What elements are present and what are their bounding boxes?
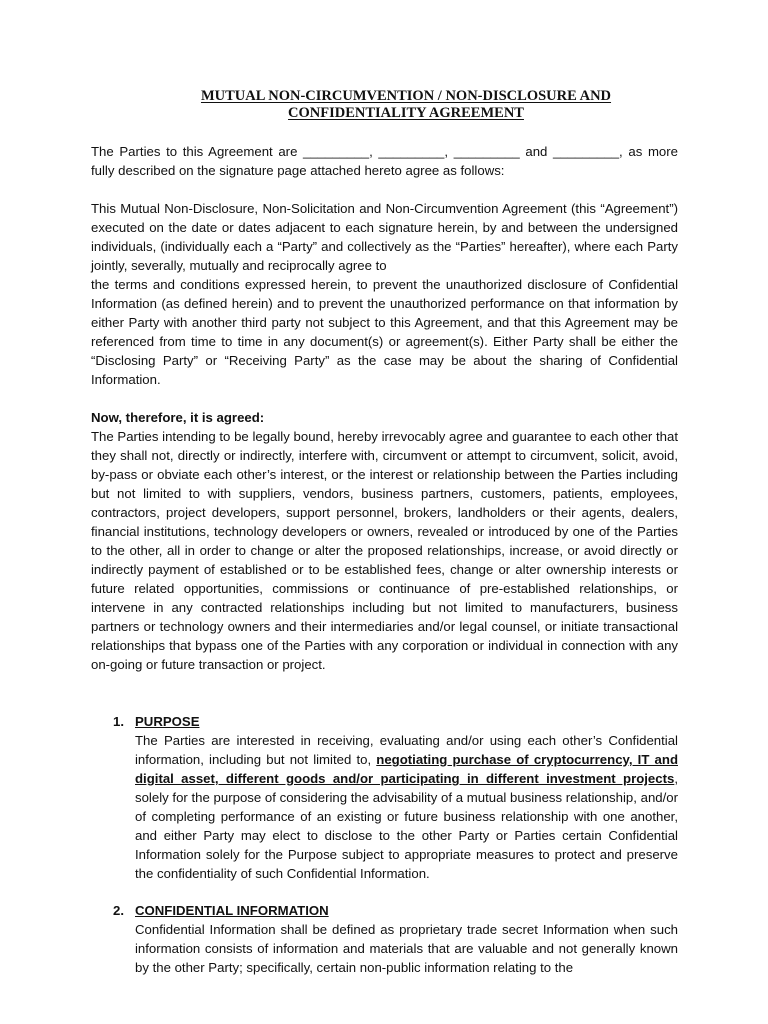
document-title bbox=[0, 88, 768, 122]
section-2-number: 2. bbox=[113, 903, 124, 918]
section-1-heading: PURPOSE bbox=[135, 714, 200, 729]
section-1-text-after: , solely for the purpose of considering the advisability of a mutual business relationship, and/or of completing performance of an existing or future business relationship with one another, and either Party may elect to disclose to the other Party or Parties certain Confidential Information solely for the Purpose subject to appropriate measures to protect and preserve the confidentiality of such Confidential Information. bbox=[135, 771, 678, 881]
section-1-body bbox=[135, 731, 678, 883]
title-line-2: CONFIDENTIALITY AGREEMENT bbox=[288, 105, 524, 121]
description-paragraph-b: the terms and conditions expressed herein, to prevent the unauthorized disclosure of Confidential Information (as defined herein) and to prevent the unauthorized performance on that information by either Party with another third party not subject to this Agreement, and that this Agreement may be referenced from time to time in any document(s) or agreement(s). Either Party shall be either the “Disclosing Party” or “Receiving Party” as the case may be about the sharing of Confidential Information. bbox=[91, 277, 678, 387]
section-1-emphasis: negotiating purchase of cryptocurrency, IT and digital asset, different goods and/or participating in different investment projects bbox=[135, 752, 678, 786]
title-line-1: MUTUAL NON-CIRCUMVENTION / NON-DISCLOSURE AND bbox=[200, 88, 612, 104]
section-2-body: Confidential Information shall be defined as proprietary trade secret Information when such information consists of information and materials that are valuable and not generally known by the other Party; specifically, certain non-public information relating to the bbox=[135, 922, 678, 975]
agreed-paragraph: The Parties intending to be legally bound, hereby irrevocably agree and guarantee to each other that they shall not, directly or indirectly, interfere with, circumvent or attempt to circumvent, solicit, avoid, by-pass or obviate each other’s interest, or the interest or relationship between the Parties including but not limited to with suppliers, vendors, business partners, customers, patients, employees, contractors, project developers, support personnel, brokers, landholders or their agents, dealers, financial institutions, technology developers or owners, revealed or introduced by one of the Parties to the other, all in order to change or alter the proposed relationships, increase, or avoid directly or indirectly payment of established or to be established fees, change or alter ownership interests or future related opportunities, commissions or continuance of pre-established relationships, or intervene in any contracted relationships including but not limited to manufacturers, business partners or technology owners and their intermediaries and/or legal counsel, or initiate transactional relationships that bypass one of the Parties with any corporation or individual in connection with any on-going or future transaction or project. bbox=[91, 429, 678, 672]
parties-paragraph: The Parties to this Agreement are _________, _________, _________ and _________, as more fully described on the signature page attached hereto agree as follows: bbox=[91, 144, 678, 178]
description-paragraph-a: This Mutual Non-Disclosure, Non-Solicitation and Non-Circumvention Agreement (this “Agreement”) executed on the date or dates adjacent to each signature herein, by and between the undersigned individuals, (individually each a “Party” and collectively as the “Parties” hereafter), where each Party jointly, severally, mutually and reciprocally agree to bbox=[91, 201, 678, 273]
agreed-heading: Now, therefore, it is agreed: bbox=[91, 410, 265, 425]
section-1-number: 1. bbox=[113, 714, 124, 729]
section-2-heading: CONFIDENTIAL INFORMATION bbox=[135, 903, 329, 918]
section-1-text-before: The Parties are interested in receiving, evaluating and/or using each other’s Confidential information, including but not limited to, bbox=[135, 733, 678, 767]
